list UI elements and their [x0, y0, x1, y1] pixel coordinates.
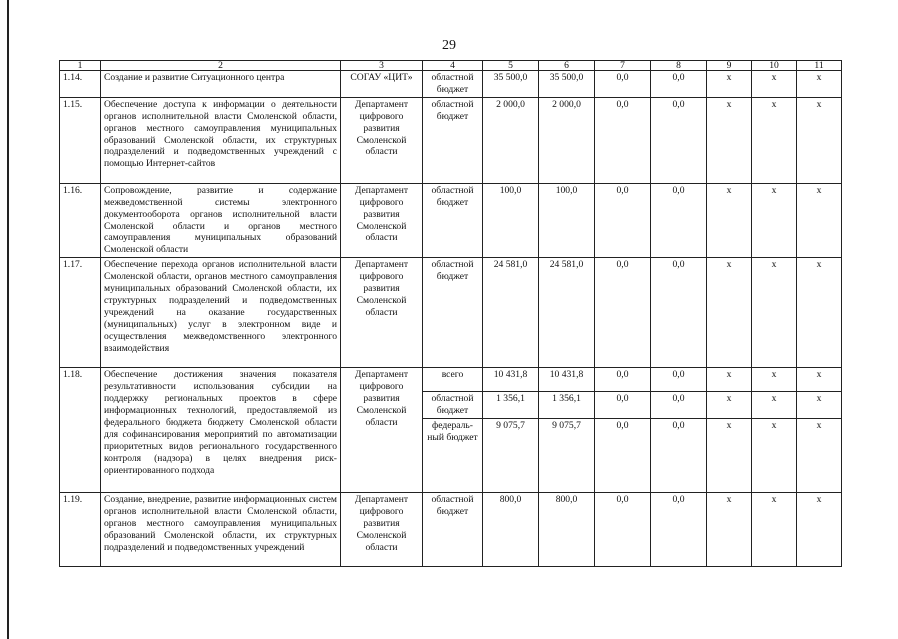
table-row [60, 493, 842, 567]
funding-source: федераль-ный бюджет [423, 419, 483, 493]
header-cell: 9 [707, 61, 752, 71]
funding-source: областной бюджет [423, 258, 483, 368]
executor: Департамент цифрового развития Смоленской области [341, 493, 423, 567]
table-row [60, 71, 842, 98]
executor: Департамент цифрового развития Смоленской области [341, 368, 423, 493]
mark-col9: x [707, 71, 752, 98]
amount-col7: 0,0 [595, 183, 651, 257]
executor: Департамент цифрового развития Смоленской области [341, 183, 423, 257]
row-number: 1.15. [60, 97, 101, 183]
mark-col11: x [797, 392, 842, 419]
header-cell: 6 [539, 61, 595, 71]
header-cell: 11 [797, 61, 842, 71]
amount-col7: 0,0 [595, 419, 651, 493]
funding-source: всего [423, 368, 483, 392]
mark-col9: x [707, 183, 752, 257]
amount-col7: 0,0 [595, 392, 651, 419]
amount-total: 2 000,0 [483, 97, 539, 183]
executor: Департамент цифрового развития Смоленской области [341, 97, 423, 183]
amount-col8: 0,0 [651, 493, 707, 567]
mark-col11: x [797, 97, 842, 183]
funding-source: областной бюджет [423, 97, 483, 183]
header-cell: 1 [60, 61, 101, 71]
executor: СОГАУ «ЦИТ» [341, 71, 423, 98]
header-cell: 7 [595, 61, 651, 71]
amount-col8: 0,0 [651, 97, 707, 183]
page-edge-line [7, 0, 9, 639]
mark-col9: x [707, 392, 752, 419]
budget-table [59, 60, 842, 567]
activity-name: Создание, внедрение, развитие информационных систем органов исполнительной власти Смоленской области, органов местного самоуправления муниципальных образований Смоленской области, их структурных подразделений и подведомственных учреждений [101, 493, 341, 567]
activity-name: Сопровождение, развитие и содержание межведомственной системы электронного документооборота органов исполнительной власти Смоленской области и органов местного самоуправления муниципальных образований Смоленской области [101, 183, 341, 257]
mark-col11: x [797, 183, 842, 257]
table-row [60, 368, 842, 392]
amount-col6: 1 356,1 [539, 392, 595, 419]
table-row [60, 183, 842, 257]
mark-col9: x [707, 258, 752, 368]
activity-name: Создание и развитие Ситуационного центра [101, 71, 341, 98]
amount-col6: 100,0 [539, 183, 595, 257]
funding-source: областной бюджет [423, 71, 483, 98]
mark-col9: x [707, 419, 752, 493]
row-number: 1.18. [60, 368, 101, 493]
mark-col10: x [752, 493, 797, 567]
amount-col8: 0,0 [651, 392, 707, 419]
table-row [60, 97, 842, 183]
mark-col10: x [752, 97, 797, 183]
amount-col7: 0,0 [595, 493, 651, 567]
amount-col7: 0,0 [595, 368, 651, 392]
row-number: 1.16. [60, 183, 101, 257]
amount-col6: 35 500,0 [539, 71, 595, 98]
amount-total: 100,0 [483, 183, 539, 257]
mark-col11: x [797, 368, 842, 392]
amount-col6: 9 075,7 [539, 419, 595, 493]
mark-col9: x [707, 493, 752, 567]
mark-col10: x [752, 183, 797, 257]
row-number: 1.17. [60, 258, 101, 368]
funding-source: областной бюджет [423, 392, 483, 419]
amount-col7: 0,0 [595, 258, 651, 368]
mark-col11: x [797, 258, 842, 368]
amount-col8: 0,0 [651, 368, 707, 392]
amount-col8: 0,0 [651, 258, 707, 368]
amount-col6: 2 000,0 [539, 97, 595, 183]
amount-col6: 800,0 [539, 493, 595, 567]
activity-name: Обеспечение доступа к информации о деятельности органов исполнительной власти Смоленской области, органов местного самоуправления муниципальных образований Смоленской области, их структурных подразделений и подведомственных учреждений с помощью Интернет-сайтов [101, 97, 341, 183]
funding-source: областной бюджет [423, 493, 483, 567]
mark-col11: x [797, 419, 842, 493]
amount-col7: 0,0 [595, 97, 651, 183]
row-number: 1.19. [60, 493, 101, 567]
mark-col9: x [707, 97, 752, 183]
amount-total: 800,0 [483, 493, 539, 567]
header-cell: 2 [101, 61, 341, 71]
amount-col7: 0,0 [595, 71, 651, 98]
mark-col10: x [752, 71, 797, 98]
amount-col6: 24 581,0 [539, 258, 595, 368]
amount-total: 1 356,1 [483, 392, 539, 419]
amount-col6: 10 431,8 [539, 368, 595, 392]
amount-total: 35 500,0 [483, 71, 539, 98]
header-row [60, 61, 842, 71]
header-cell: 5 [483, 61, 539, 71]
amount-col8: 0,0 [651, 71, 707, 98]
header-cell: 10 [752, 61, 797, 71]
row-number: 1.14. [60, 71, 101, 98]
mark-col11: x [797, 493, 842, 567]
executor: Департамент цифрового развития Смоленской области [341, 258, 423, 368]
mark-col10: x [752, 368, 797, 392]
activity-name: Обеспечение достижения значения показателя результативности использования субсидии на поддержку региональных проектов в сфере информационных технологий, предоставляемой из федерального бюджета бюджету Смоленской области для софинансирования мероприятий по автоматизации приоритетных видов регионального государственного контроля (надзора) в целях внедрения риск-ориентированного подхода [101, 368, 341, 493]
amount-total: 9 075,7 [483, 419, 539, 493]
header-cell: 8 [651, 61, 707, 71]
activity-name: Обеспечение перехода органов исполнительной власти Смоленской области, органов местного самоуправления муниципальных образований Смоленской области, их структурных подразделений и подведомственных учреждений на оказание государственных (муниципальных) услуг в электронном виде и осуществления межведомственного электронного взаимодействия [101, 258, 341, 368]
amount-col8: 0,0 [651, 419, 707, 493]
amount-total: 24 581,0 [483, 258, 539, 368]
page-number: 29 [442, 38, 456, 53]
mark-col9: x [707, 368, 752, 392]
table-row [60, 258, 842, 368]
header-cell: 4 [423, 61, 483, 71]
mark-col11: x [797, 71, 842, 98]
mark-col10: x [752, 258, 797, 368]
mark-col10: x [752, 419, 797, 493]
header-cell: 3 [341, 61, 423, 71]
amount-col8: 0,0 [651, 183, 707, 257]
mark-col10: x [752, 392, 797, 419]
amount-total: 10 431,8 [483, 368, 539, 392]
funding-source: областной бюджет [423, 183, 483, 257]
